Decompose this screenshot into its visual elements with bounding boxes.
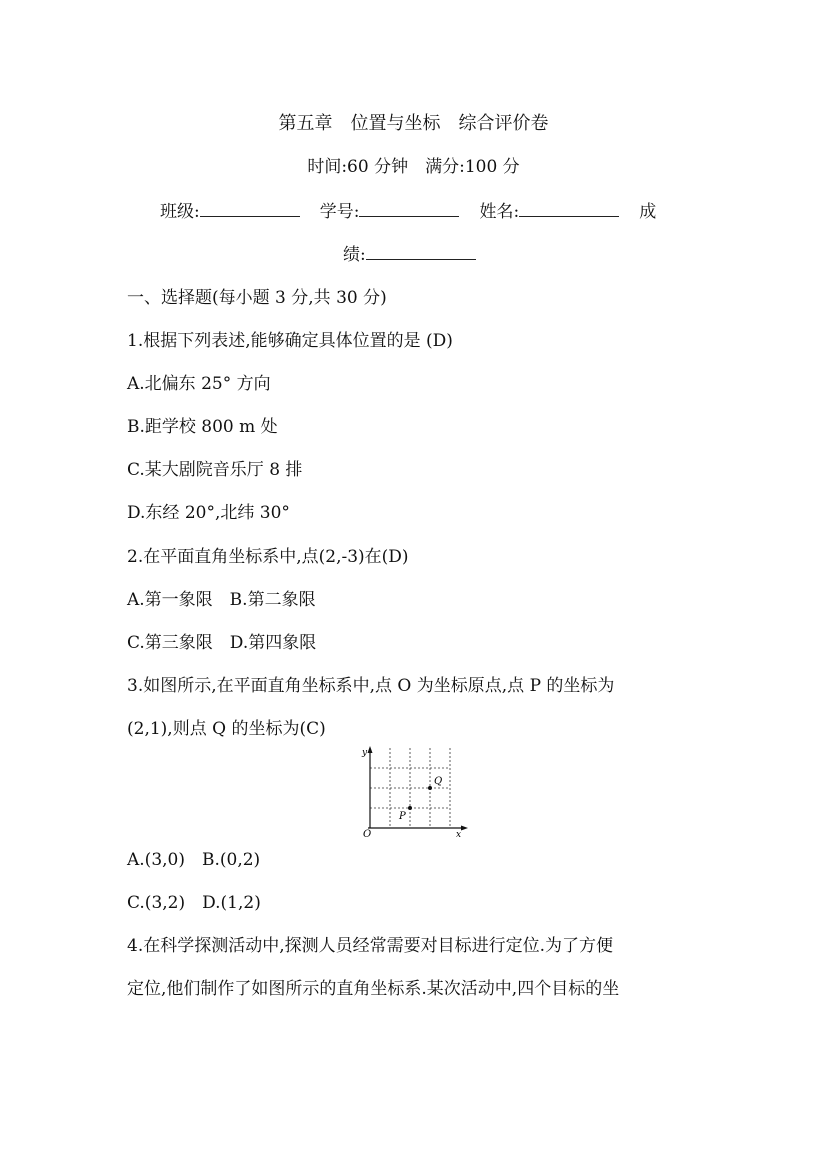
point-q	[428, 786, 432, 790]
score-row	[343, 243, 476, 266]
origin-label: O	[363, 829, 372, 838]
x-axis-label: x	[456, 830, 462, 838]
x-axis-arrow-icon	[461, 826, 468, 831]
section-heading: 一、选择题(每小题 3 分,共 30 分)	[127, 288, 387, 308]
student-id-label: 学号:	[319, 202, 360, 222]
question-1-option-a: A.北偏东 25° 方向	[127, 374, 271, 394]
coordinate-grid-figure	[360, 746, 472, 838]
score-label-part2: 绩:	[343, 245, 366, 265]
class-blank[interactable]	[200, 200, 300, 217]
question-1-option-b: B.距学校 800 m 处	[127, 417, 278, 437]
name-label: 姓名:	[479, 202, 520, 222]
y-axis-arrow-icon	[368, 746, 373, 753]
page-title: 第五章 位置与坐标 综合评价卷	[278, 113, 549, 134]
question-1-option-d: D.东经 20°,北纬 30°	[127, 503, 290, 523]
class-label: 班级:	[160, 202, 200, 222]
score-blank[interactable]	[366, 243, 476, 260]
point-p	[408, 806, 412, 810]
question-2-stem: 2.在平面直角坐标系中,点(2,-3)在(D)	[127, 547, 409, 567]
exam-time-info: 时间:60 分钟 满分:100 分	[307, 157, 520, 177]
y-axis-label: y	[362, 748, 368, 758]
score-label-part1: 成	[639, 202, 657, 222]
question-1-option-c: C.某大剧院音乐厅 8 排	[127, 460, 303, 480]
grid-lines	[370, 748, 450, 826]
point-p-label: P	[399, 811, 406, 822]
student-id-blank[interactable]	[359, 200, 459, 217]
question-4-stem-line1: 4.在科学探测活动中,探测人员经常需要对目标进行定位.为了方便	[127, 936, 614, 956]
question-1-stem: 1.根据下列表述,能够确定具体位置的是 (D)	[127, 331, 453, 351]
student-info-row	[160, 200, 656, 223]
question-3-options-ab: A.(3,0) B.(0,2)	[127, 850, 261, 870]
question-3-stem-line2: (2,1),则点 Q 的坐标为(C)	[127, 719, 326, 739]
question-2-options-cd: C.第三象限 D.第四象限	[127, 633, 317, 653]
point-q-label: Q	[434, 776, 443, 787]
question-4-stem-line2: 定位,他们制作了如图所示的直角坐标系.某次活动中,四个目标的坐	[127, 979, 620, 999]
question-3-options-cd: C.(3,2) D.(1,2)	[127, 893, 261, 913]
question-3-stem-line1: 3.如图所示,在平面直角坐标系中,点 O 为坐标原点,点 P 的坐标为	[127, 676, 615, 696]
name-blank[interactable]	[519, 200, 619, 217]
question-2-options-ab: A.第一象限 B.第二象限	[127, 590, 316, 610]
